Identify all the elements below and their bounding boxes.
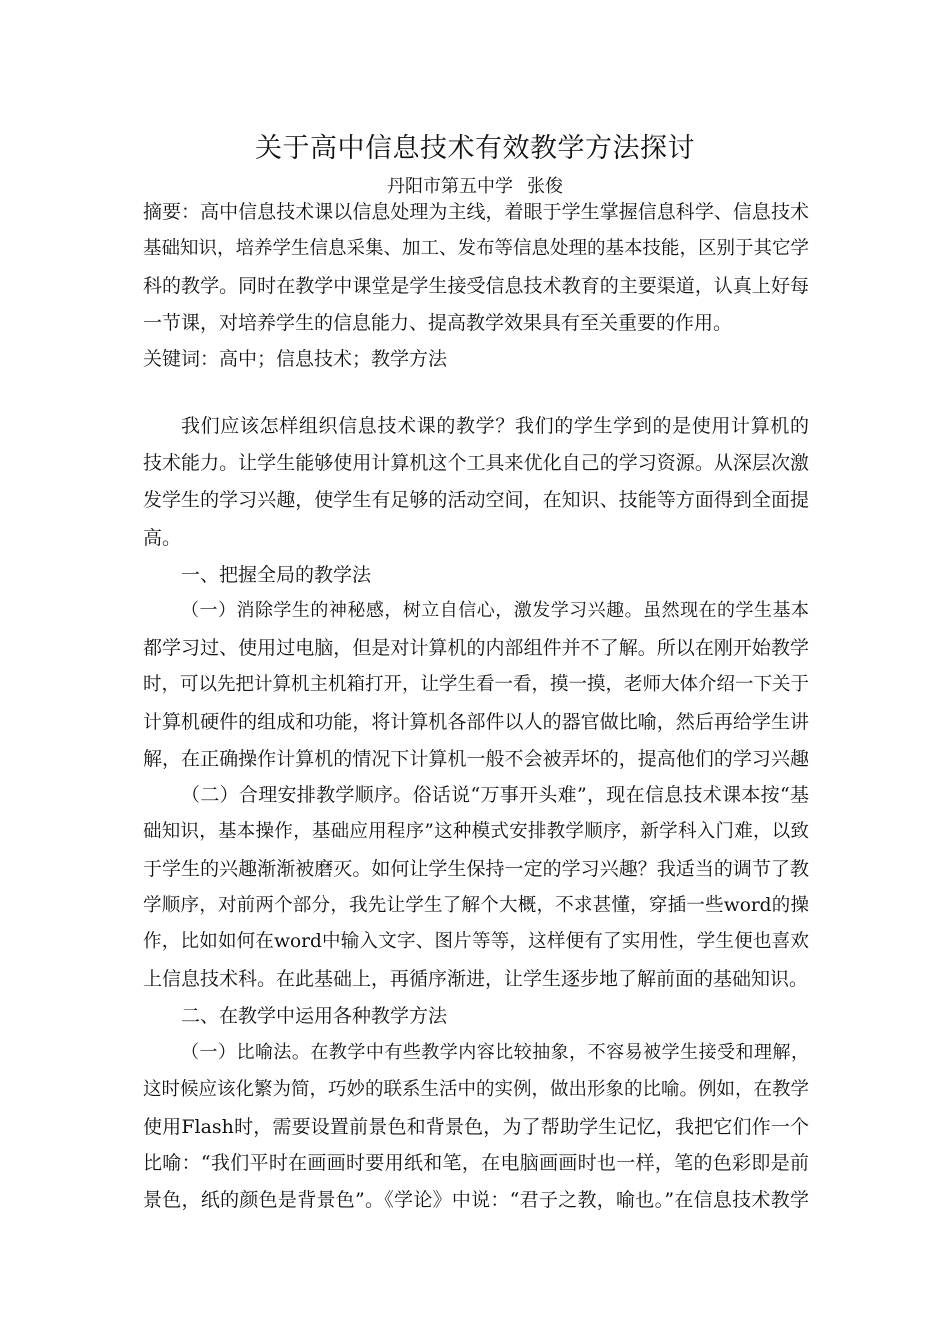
- author-name: 张俊: [527, 176, 563, 197]
- body-line: （一）消除学生的神秘感，树立自信心，激发学习兴趣。虽然现在的学生基本: [181, 600, 809, 621]
- body-line: 我们应该怎样组织信息技术课的教学？我们的学生学到的是使用计算机的: [181, 415, 809, 437]
- body-line: 都学习过、使用过电脑，但是对计算机的内部组件并不了解。所以在刚开始教学: [143, 637, 809, 659]
- section-heading: 一、把握全局的教学法: [181, 564, 372, 586]
- body-line: 比喻：“我们平时在画画时要用纸和笔，在电脑画画时也一样，笔的色彩即是前: [143, 1152, 809, 1174]
- body-line: 使用Flash时，需要设置前景色和背景色，为了帮助学生记忆，我把它们作一个: [143, 1116, 809, 1138]
- abstract-line: 一节课，对培养学生的信息能力、提高教学效果具有至关重要的作用。: [143, 312, 733, 334]
- author-line: [0, 175, 950, 199]
- body-line: 上信息技术科。在此基础上，再循序渐进，让学生逐步地了解前面的基础知识。: [143, 968, 809, 990]
- body-line: 学顺序，对前两个部分，我先让学生了解个大概，不求甚懂，穿插一些word的操: [143, 895, 809, 916]
- body-line: （二）合理安排教学顺序。俗话说“万事开头难”，现在信息技术课本按“基: [181, 784, 809, 806]
- body-line: （一）比喻法。在教学中有些教学内容比较抽象，不容易被学生接受和理解，: [181, 1042, 809, 1063]
- body-line: 技术能力。让学生能够使用计算机这个工具来优化自己的学习资源。从深层次激: [143, 452, 809, 474]
- body-line: 这时候应该化繁为简，巧妙的联系生活中的实例，做出形象的比喻。例如，在教学: [143, 1079, 810, 1100]
- document-title: 关于高中信息技术有效教学方法探讨: [255, 133, 695, 164]
- body-line: 景色，纸的颜色是背景色”。《学论》中说：“君子之教，喻也。”在信息技术教学: [143, 1189, 809, 1211]
- body-line: 发学生的学习兴趣，使学生有足够的活动空间，在知识、技能等方面得到全面提: [143, 489, 809, 511]
- body-line: 时，可以先把计算机主机箱打开，让学生看一看，摸一摸，老师大体介绍一下关于: [143, 674, 810, 695]
- body-line: 作，比如如何在word中输入文字、图片等等，这样便有了实用性，学生便也喜欢: [143, 931, 809, 952]
- body-line: 于学生的兴趣渐渐被磨灭。如何让学生保持一定的学习兴趣？我适当的调节了教: [143, 858, 809, 880]
- body-line: 础知识，基本操作，基础应用程序”这种模式安排教学顺序，新学科入门难，以致: [143, 821, 809, 842]
- abstract-line: 基础知识，培养学生信息采集、加工、发布等信息处理的基本技能，区别于其它学: [143, 238, 810, 259]
- body-line: 解，在正确操作计算机的情况下计算机一般不会被弄坏的，提高他们的学习兴趣: [143, 748, 809, 770]
- body-line: 计算机硬件的组成和功能，将计算机各部件以人的器官做比喻，然后再给学生讲: [143, 711, 809, 733]
- abstract-line: 摘要：高中信息技术课以信息处理为主线，着眼于学生掌握信息科学、信息技术: [143, 201, 809, 223]
- abstract-line: 科的教学。同时在教学中课堂是学生接受信息技术教育的主要渠道，认真上好每: [143, 275, 809, 297]
- keywords-line: 关键词：高中；信息技术；教学方法: [143, 348, 448, 370]
- section-heading: 二、在教学中运用各种教学方法: [181, 1005, 448, 1027]
- body-line: 高。: [143, 527, 182, 549]
- author-school: 丹阳市第五中学: [387, 176, 513, 197]
